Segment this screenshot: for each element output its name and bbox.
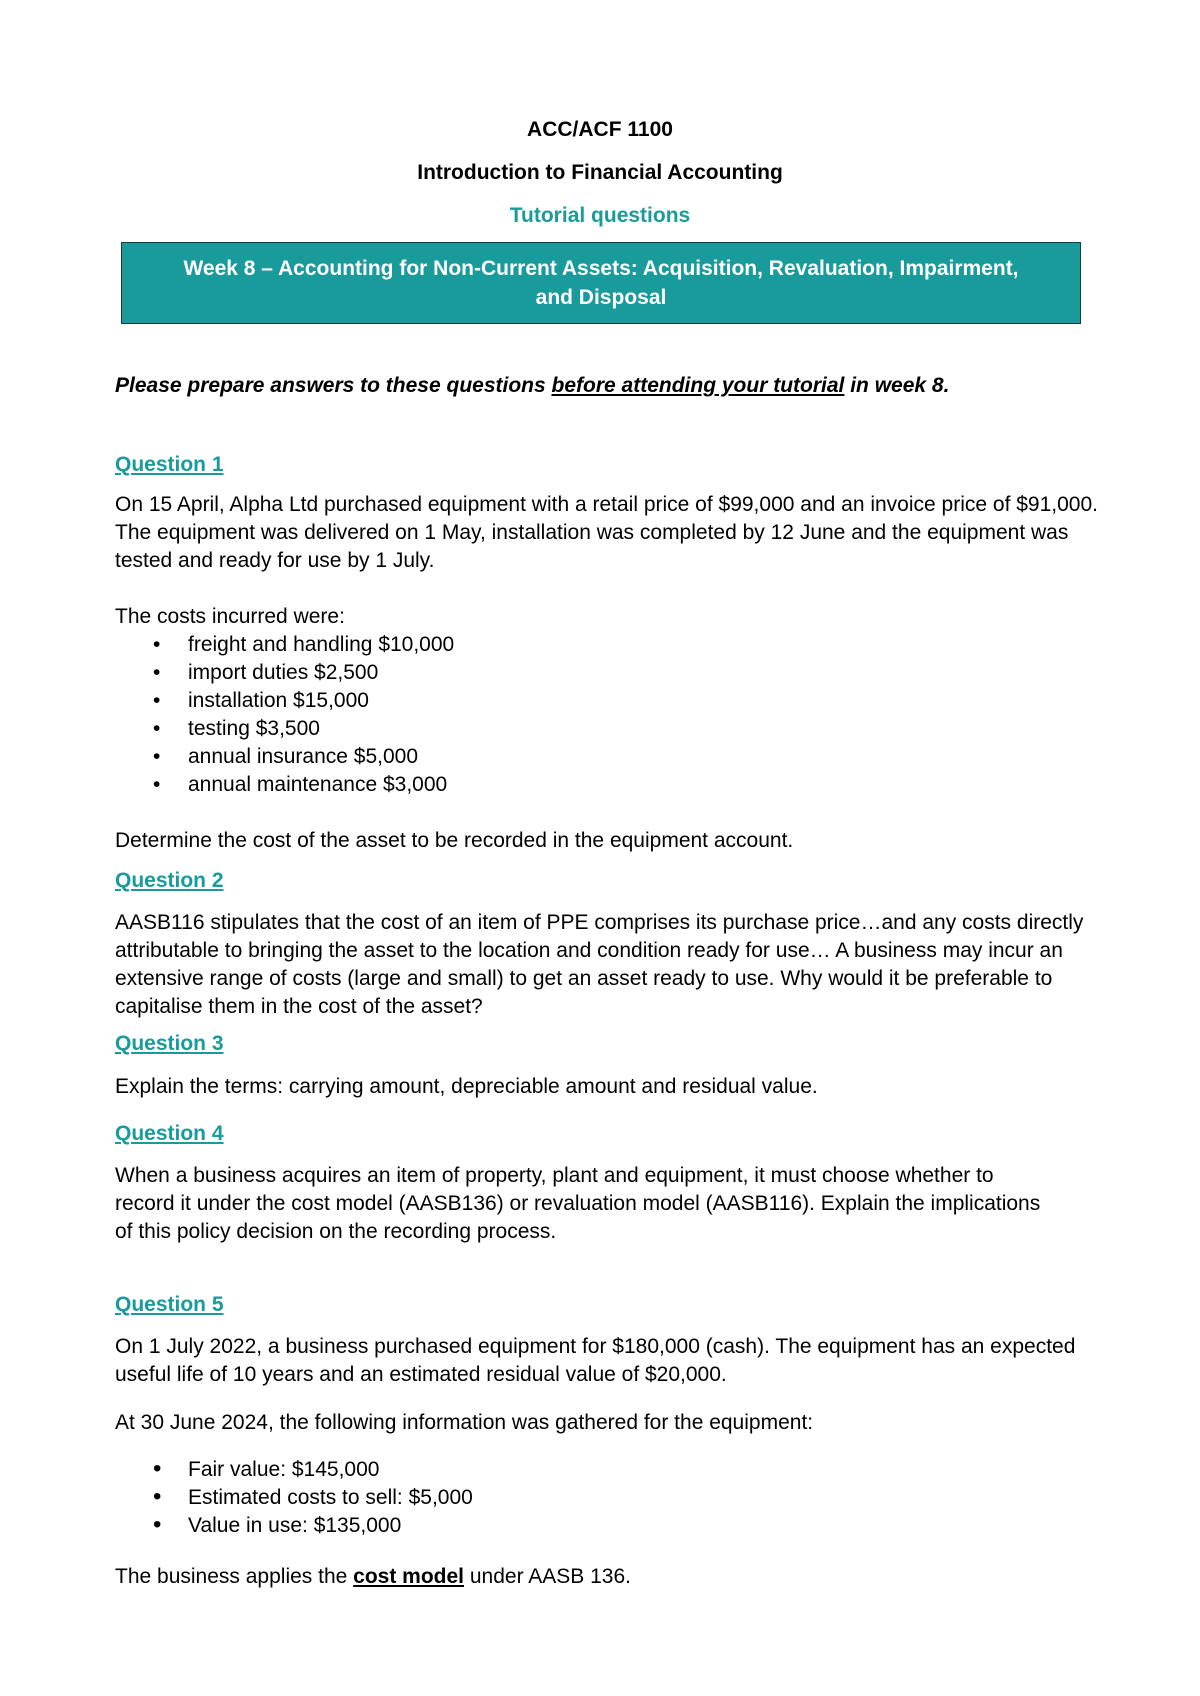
question-5-heading: Question 5 bbox=[115, 1293, 224, 1316]
list-item: • annual insurance $5,000 bbox=[153, 745, 419, 768]
list-item: • Fair value: $145,000 bbox=[153, 1455, 380, 1482]
question-2-heading: Question 2 bbox=[115, 869, 224, 892]
closing-emphasis: cost model bbox=[353, 1565, 465, 1588]
question-5-info-intro: At 30 June 2024, the following information was gathered for the equipment: bbox=[115, 1411, 814, 1434]
course-name: Introduction to Financial Accounting bbox=[417, 161, 783, 184]
question-1-task: Determine the cost of the asset to be recorded in the equipment account. bbox=[115, 829, 794, 852]
question-2-body: AASB116 stipulates that the cost of an item of PPE comprises its purchase price…and any costs directly attributable to bringing the asset to the location and condition ready for use… A business may incur an extensive range of costs (large and small) to get an asset ready to use. Why would it be preferable to capitalise them in the cost of the asset? bbox=[115, 911, 1084, 1018]
question-5-body: On 1 July 2022, a business purchased equipment for $180,000 (cash). The equipment has an expected useful life of 10 years and an estimated residual value of $20,000. bbox=[115, 1335, 1076, 1386]
instruction-text: Please prepare answers to these questions bbox=[115, 374, 552, 397]
list-item: • annual maintenance $3,000 bbox=[153, 773, 448, 796]
course-code: ACC/ACF 1100 bbox=[527, 118, 673, 141]
question-4-heading: Question 4 bbox=[115, 1122, 224, 1145]
instruction-underlined: before attending your tutorial bbox=[551, 374, 845, 397]
closing-text-end: under AASB 136. bbox=[464, 1565, 631, 1588]
question-5-closing bbox=[115, 1563, 1095, 1591]
question-1-costs-intro: The costs incurred were: bbox=[115, 605, 345, 628]
week-title: Week 8 – Accounting for Non-Current Assets: Acquisition, Revaluation, Impairment, and Disposal bbox=[183, 257, 1019, 309]
question-4-body: When a business acquires an item of property, plant and equipment, it must choose whether to record it under the cost model (AASB136) or revaluation model (AASB116). Explain the implications of this policy decision on the recording process. bbox=[115, 1164, 1041, 1243]
document-type: Tutorial questions bbox=[509, 204, 691, 227]
question-3-body: Explain the terms: carrying amount, depreciable amount and residual value. bbox=[115, 1075, 818, 1098]
list-item: • Value in use: $135,000 bbox=[153, 1511, 402, 1538]
list-item: • Estimated costs to sell: $5,000 bbox=[153, 1483, 473, 1510]
question-1-body: On 15 April, Alpha Ltd purchased equipment with a retail price of $99,000 and an invoice price of $91,000. The equipment was delivered on 1 May, installation was completed by 12 June and the equipment was tested and ready for use by 1 July. bbox=[115, 493, 1098, 572]
list-item: • freight and handling $10,000 bbox=[153, 633, 455, 656]
instruction-text-end: in week 8. bbox=[844, 374, 950, 397]
question-3-heading: Question 3 bbox=[115, 1032, 224, 1055]
week-banner bbox=[121, 242, 1081, 324]
instruction-line bbox=[115, 372, 1095, 400]
list-item: • import duties $2,500 bbox=[153, 661, 379, 684]
question-1-costs-list bbox=[115, 631, 454, 799]
closing-text: The business applies the bbox=[115, 1565, 354, 1588]
list-item: • installation $15,000 bbox=[153, 689, 369, 712]
question-1-heading: Question 1 bbox=[115, 453, 224, 476]
question-5-info-list bbox=[115, 1456, 473, 1540]
list-item: • testing $3,500 bbox=[153, 717, 320, 740]
